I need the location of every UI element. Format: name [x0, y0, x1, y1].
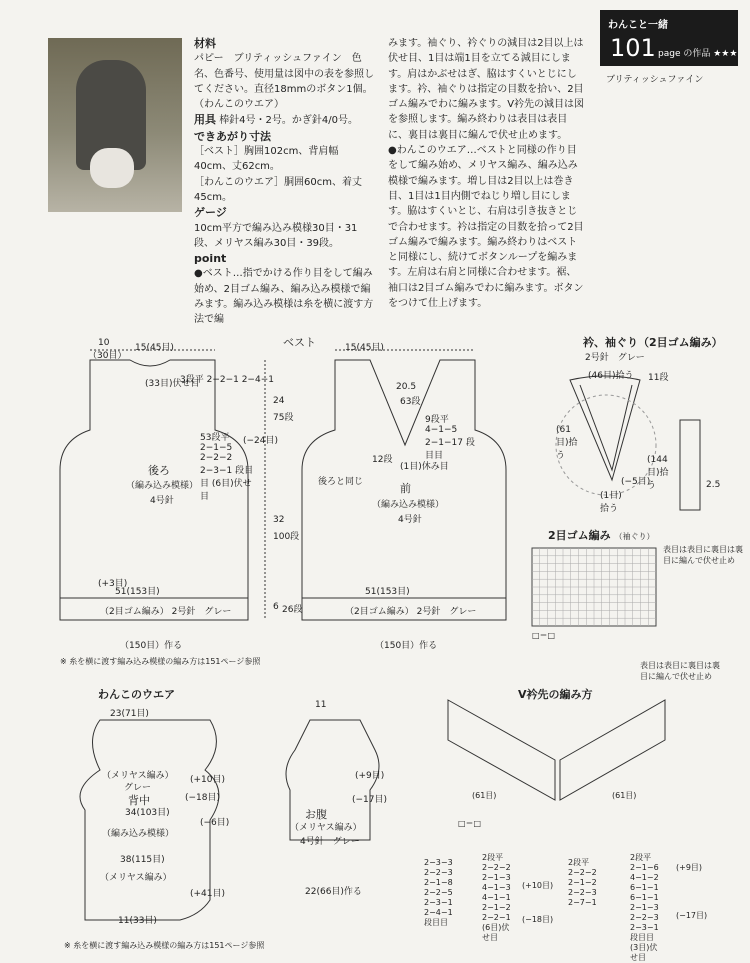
series-title: わんこと一緒 [608, 20, 668, 31]
point-text-1: ●ベスト…指でかける作り目をして編み始め、2目ゴム編み、編み込み模様で編みます。編み込み模様は糸を横に渡す方法で編 [194, 268, 374, 326]
back-shoulder-st: （30目） [88, 351, 127, 361]
front-neck-width: 15(45目) [345, 343, 384, 353]
back-shoulder-width: 10 [98, 338, 110, 348]
vest-title: ベスト [283, 336, 316, 349]
vneck-chart-outline [448, 700, 665, 800]
yarn-name: ブリティッシュファイン [606, 75, 704, 85]
collar-pick-46: (46目)拾う [588, 371, 634, 381]
dog-bottom-width: 38(115目) [120, 855, 165, 865]
dog-inc10: (+10目) [190, 775, 226, 785]
back-neck-width: 15(45目) [135, 343, 174, 353]
dog-pattern: （編み込み模様） [102, 829, 175, 839]
belly-top-width: 11 [315, 700, 327, 710]
back-name: 後ろ [148, 464, 170, 477]
page-suffix: page の作品 ★★★ [658, 49, 738, 59]
size-vest: ［ベスト］胸囲102cm、背肩幅40cm、丈62cm。 [194, 146, 339, 173]
rib-note: 表目は表目に裏目は裏目に編んで伏せ止め [663, 545, 743, 565]
back-arm-dec: 53段平 2−1−5 2−2−2 2−3−1 段目目 (6目)伏せ目 [200, 433, 254, 502]
back-neck-dec: 3段平 2−2−1 2−4−1 [180, 375, 274, 385]
collar-width: 2.5 [706, 480, 721, 490]
dog-hem-width: 11(33目) [118, 916, 157, 926]
v-depth: 20.5 [396, 382, 417, 392]
dog-title: わんこのウエア [98, 688, 175, 701]
gauge-text: 10cm平方で編み込み模様30目・31段、メリヤス編み30目・39段。 [194, 222, 358, 249]
back-needle: 4号針 [150, 496, 174, 506]
table-4: 2段平 2−1−6 4−1−2 6−1−1 6−1−1 2−1−3 2−2−3 2−3−1 段目目 (3目)伏せ目 [630, 853, 659, 962]
materials-heading: 材料 [194, 37, 216, 50]
belly-name: お腹 [305, 808, 327, 821]
rib-legend: □＝□ [532, 631, 556, 640]
vest-armhole-height: 24 [273, 396, 285, 406]
tools-heading: 用具 [194, 113, 216, 127]
front-body-width: 51(153目) [365, 587, 410, 597]
point-text-3: ●わんこのウエア…ベストと同様の作り目をして編み始め、メリヤス編み、編み込み模様で編みます。増し目は2目以上は巻き目、1目は1目内側でねじり増し目にします。脇はすくいとじ、右肩は引き抜きとじで合わせます。衿は指定の目数を拾って2目ゴム編みで編みます。編み終わりはベストと同様にし、続けてボタンループを編みます。左肩は右肩と同様に合わせます。裾、袖口は2目ゴム編みでわに編みます。ボタンをつけて仕上げます。 [388, 145, 584, 310]
point-heading: point [194, 252, 227, 266]
collar-title: 衿、袖ぐり（2目ゴム編み） [583, 336, 723, 349]
vneck-st-right: (61目) [612, 791, 637, 800]
vneck-title: V衿先の編み方 [518, 688, 593, 701]
dog-top-width: 23(71目) [110, 709, 149, 719]
collar-shape [570, 376, 640, 480]
back-cast-on: （150目）作る [120, 641, 183, 651]
dog-back-name: 背中 [128, 794, 150, 807]
front-pattern: （編み込み模様） [372, 500, 445, 510]
collar-dec5: (−5目) [621, 477, 651, 487]
collar-rows: 11段 [648, 373, 669, 383]
materials-body: パピー ブリティッシュファイン 色名、色番号、使用量は図中の表を参照してください。直径18mmのボタン1個。（わんこのウエア） [194, 53, 374, 111]
dog-grey: グレー [124, 783, 152, 793]
table-dec17: (−17目) [676, 911, 708, 920]
front-name: 前 [400, 482, 411, 495]
dog-stockinette-hem: （メリヤス編み） [100, 873, 172, 883]
dog-stockinette: （メリヤス編み） [102, 771, 174, 781]
table-2: 2段平 2−2−2 2−1−3 4−1−3 4−1−1 2−1−2 2−2−1 (6目)伏せ目 [482, 853, 511, 942]
collar-pick-1: (1目)拾う [600, 491, 622, 514]
collar-pick-61: (61目)拾う [556, 425, 578, 461]
v-rows2: 12段 [372, 455, 393, 465]
rib-title: 2目ゴム編み （袖ぐり） [548, 529, 655, 542]
table-3: 2段平 2−2−2 2−1−2 2−2−3 2−7−1 [568, 858, 597, 907]
table-1: 2−3−3 2−2−3 2−1−8 2−2−5 2−3−1 2−4−1 段目目 [424, 858, 453, 927]
dog-inc41: (+41目) [190, 889, 226, 899]
table-inc10: (+10目) [522, 881, 554, 890]
back-neck-bindoff: (33目)伏せ目 [145, 379, 200, 389]
vneck-legend: □＝□ [458, 819, 482, 828]
belly-dec17: (−17目) [352, 795, 388, 805]
belly-inc9: (+9目) [355, 771, 385, 781]
vest-armhole-rows: 75段 [273, 413, 294, 423]
tools-text: 棒針4号・2号。かぎ針4/0号。 [219, 115, 359, 127]
point-text-2: みます。袖ぐり、衿ぐりの減目は2目以上は伏せ目、1目は端1目を立てる減目にします。肩はかぶせはぎ、脇はすくいとじにします。衿、袖ぐりは指定の目数を拾い、2目ゴム編みでわに編みます。V衿先の減目は図を参照します。編み終わりは表目は表目に、裏目は裏目に編んで伏せ止めます。 [388, 38, 585, 141]
dog-dec6: (−6目) [200, 818, 230, 828]
dog-dec18: (−18目) [185, 793, 221, 803]
size-dog: ［わんこのウエア］胴囲60cm、着丈45cm。 [194, 176, 362, 203]
gauge-heading: ゲージ [194, 206, 227, 220]
dog-mid-width: 34(103目) [125, 808, 170, 818]
table-inc9: (+9目) [676, 863, 703, 872]
belly-cast-on: 22(66目)作る [305, 887, 362, 897]
v-dec: 9段平 4−1−5 2−1−17 段目目 [425, 415, 475, 461]
vest-body-rows: 100段 [273, 532, 300, 542]
front-cast-on: （150目）作る [375, 641, 438, 651]
v-rows: 63段 [400, 397, 421, 407]
size-heading: できあがり寸法 [194, 129, 271, 143]
back-body-width: 51(153目) [115, 587, 160, 597]
vest-body-height: 32 [273, 515, 285, 525]
vneck-note: 表目は表目に裏目は裏目に編んで伏せ止め [640, 661, 720, 681]
armhole-band [680, 420, 700, 510]
same-as-back: 後ろと同じ [318, 477, 364, 487]
vest-rib-rows: 26段 [282, 605, 303, 615]
vest-rib-height: 6 [273, 602, 279, 612]
vest-dec-24: (−24目) [243, 436, 279, 446]
collar-pick-144: (144目)拾う [647, 455, 669, 491]
vest-inc-3: (+3目) [98, 579, 128, 589]
belly-needle: 4号針 グレー [300, 837, 360, 847]
front-rib-label: （2目ゴム編み） 2号針 グレー [345, 607, 477, 617]
rib-chart-lines [532, 548, 656, 626]
table-dec18: (−18目) [522, 915, 554, 924]
vest-footnote: ※ 糸を横に渡す編み込み模様の編み方は151ページ参照 [60, 657, 261, 666]
back-rib-label: （2目ゴム編み） 2号針 グレー [100, 607, 232, 617]
collar-needle: 2号針 グレー [585, 353, 645, 363]
back-pattern: （編み込み模様） [126, 481, 199, 491]
page-number: 101 [610, 34, 656, 62]
front-needle: 4号針 [398, 515, 422, 525]
dog-footnote: ※ 糸を横に渡す編み込み模様の編み方は151ページ参照 [64, 941, 265, 950]
vneck-st-left: (61目) [472, 791, 497, 800]
v-center: (1目)休み目 [400, 462, 449, 472]
belly-stitch: （メリヤス編み） [290, 823, 362, 833]
